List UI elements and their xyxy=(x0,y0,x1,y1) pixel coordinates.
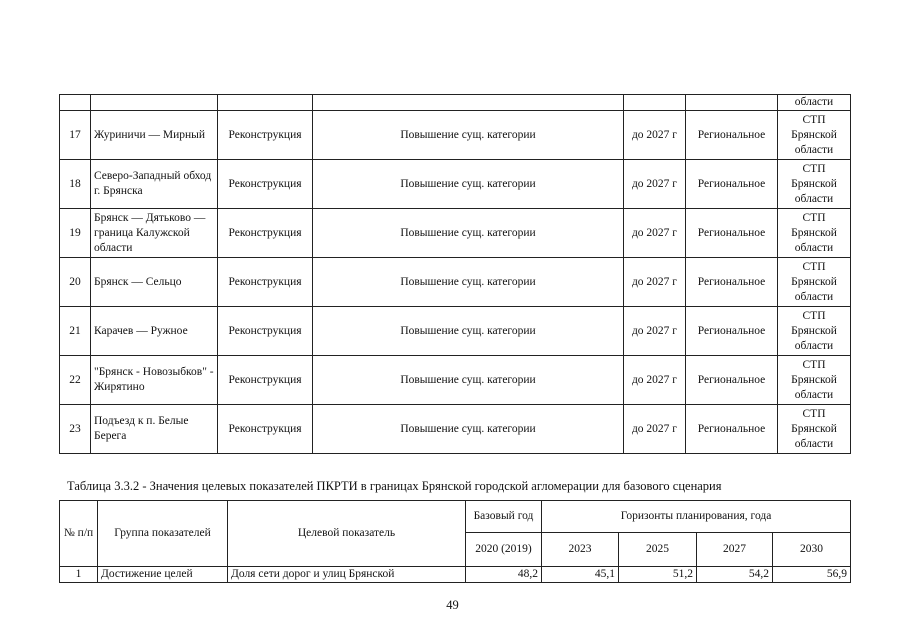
table-row xyxy=(60,160,851,209)
deadline: до 2027 г xyxy=(624,258,686,307)
road-name: Брянск — Сельцо xyxy=(91,258,218,307)
page-number: 49 xyxy=(446,598,459,612)
measure: Повышение сущ. категории xyxy=(313,111,624,160)
source-document: СТП Брянской области xyxy=(778,405,851,454)
projects-table xyxy=(59,94,851,454)
source-document: СТП Брянской области xyxy=(778,307,851,356)
deadline: до 2027 г xyxy=(624,111,686,160)
table-row xyxy=(60,567,851,583)
row-value: 56,9 xyxy=(773,567,851,583)
deadline: до 2027 г xyxy=(624,307,686,356)
action-type: Реконструкция xyxy=(218,258,313,307)
source-document: СТП Брянской области xyxy=(778,356,851,405)
deadline: до 2027 г xyxy=(624,160,686,209)
header-year: 2027 xyxy=(697,533,773,567)
source-document: СТП Брянской области xyxy=(778,111,851,160)
table-row xyxy=(60,258,851,307)
table-row xyxy=(60,307,851,356)
row-target: Доля сети дорог и улиц Брянской xyxy=(228,567,466,583)
row-number: 19 xyxy=(60,209,91,258)
significance-level: Региональное xyxy=(686,307,778,356)
source-document: СТП Брянской области xyxy=(778,258,851,307)
row-group: Достижение целей xyxy=(98,567,228,583)
header-row-1 xyxy=(60,501,851,533)
header-year: 2030 xyxy=(773,533,851,567)
significance-level: Региональное xyxy=(686,258,778,307)
measure: Повышение сущ. категории xyxy=(313,356,624,405)
header-year: 2025 xyxy=(619,533,697,567)
row-num: 1 xyxy=(60,567,98,583)
row-value: 54,2 xyxy=(697,567,773,583)
row-base-value: 48,2 xyxy=(466,567,542,583)
significance-level: Региональное xyxy=(686,160,778,209)
measure: Повышение сущ. категории xyxy=(313,258,624,307)
measure: Повышение сущ. категории xyxy=(313,307,624,356)
header-horizons: Горизонты планирования, года xyxy=(542,501,851,533)
measure: Повышение сущ. категории xyxy=(313,160,624,209)
significance-level: Региональное xyxy=(686,111,778,160)
row-number: 17 xyxy=(60,111,91,160)
row-number: 21 xyxy=(60,307,91,356)
header-num: № п/п xyxy=(60,501,98,567)
header-base: Базовый год xyxy=(466,501,542,533)
road-name: Брянск — Дятьково — граница Калужской области xyxy=(91,209,218,258)
significance-level: Региональное xyxy=(686,356,778,405)
road-name: Подъезд к п. Белые Берега xyxy=(91,405,218,454)
row-number: 18 xyxy=(60,160,91,209)
road-name: Журиничи — Мирный xyxy=(91,111,218,160)
source-cell: области xyxy=(778,95,851,111)
significance-level: Региональное xyxy=(686,209,778,258)
table-row xyxy=(60,356,851,405)
indicators-table xyxy=(59,500,851,583)
action-type: Реконструкция xyxy=(218,160,313,209)
row-value: 45,1 xyxy=(542,567,619,583)
deadline: до 2027 г xyxy=(624,405,686,454)
measure: Повышение сущ. категории xyxy=(313,405,624,454)
header-group: Группа показателей xyxy=(98,501,228,567)
road-name: Карачев — Ружное xyxy=(91,307,218,356)
table-row xyxy=(60,111,851,160)
significance-level: Региональное xyxy=(686,405,778,454)
header-target: Целевой показатель xyxy=(228,501,466,567)
action-type: Реконструкция xyxy=(218,111,313,160)
action-type: Реконструкция xyxy=(218,209,313,258)
table-caption: Таблица 3.3.2 - Значения целевых показателей ПКРТИ в границах Брянской городской агломерации для базового сценария xyxy=(67,479,722,493)
continuation-row xyxy=(60,95,851,111)
measure: Повышение сущ. категории xyxy=(313,209,624,258)
road-name: "Брянск - Новозыбков" - Жирятино xyxy=(91,356,218,405)
header-year: 2023 xyxy=(542,533,619,567)
road-name: Северо-Западный обход г. Брянска xyxy=(91,160,218,209)
table-row xyxy=(60,209,851,258)
row-number: 23 xyxy=(60,405,91,454)
row-number: 20 xyxy=(60,258,91,307)
action-type: Реконструкция xyxy=(218,307,313,356)
source-document: СТП Брянской области xyxy=(778,209,851,258)
header-base-year: 2020 (2019) xyxy=(466,533,542,567)
deadline: до 2027 г xyxy=(624,209,686,258)
action-type: Реконструкция xyxy=(218,356,313,405)
table-row xyxy=(60,405,851,454)
row-number: 22 xyxy=(60,356,91,405)
source-document: СТП Брянской области xyxy=(778,160,851,209)
action-type: Реконструкция xyxy=(218,405,313,454)
row-value: 51,2 xyxy=(619,567,697,583)
deadline: до 2027 г xyxy=(624,356,686,405)
